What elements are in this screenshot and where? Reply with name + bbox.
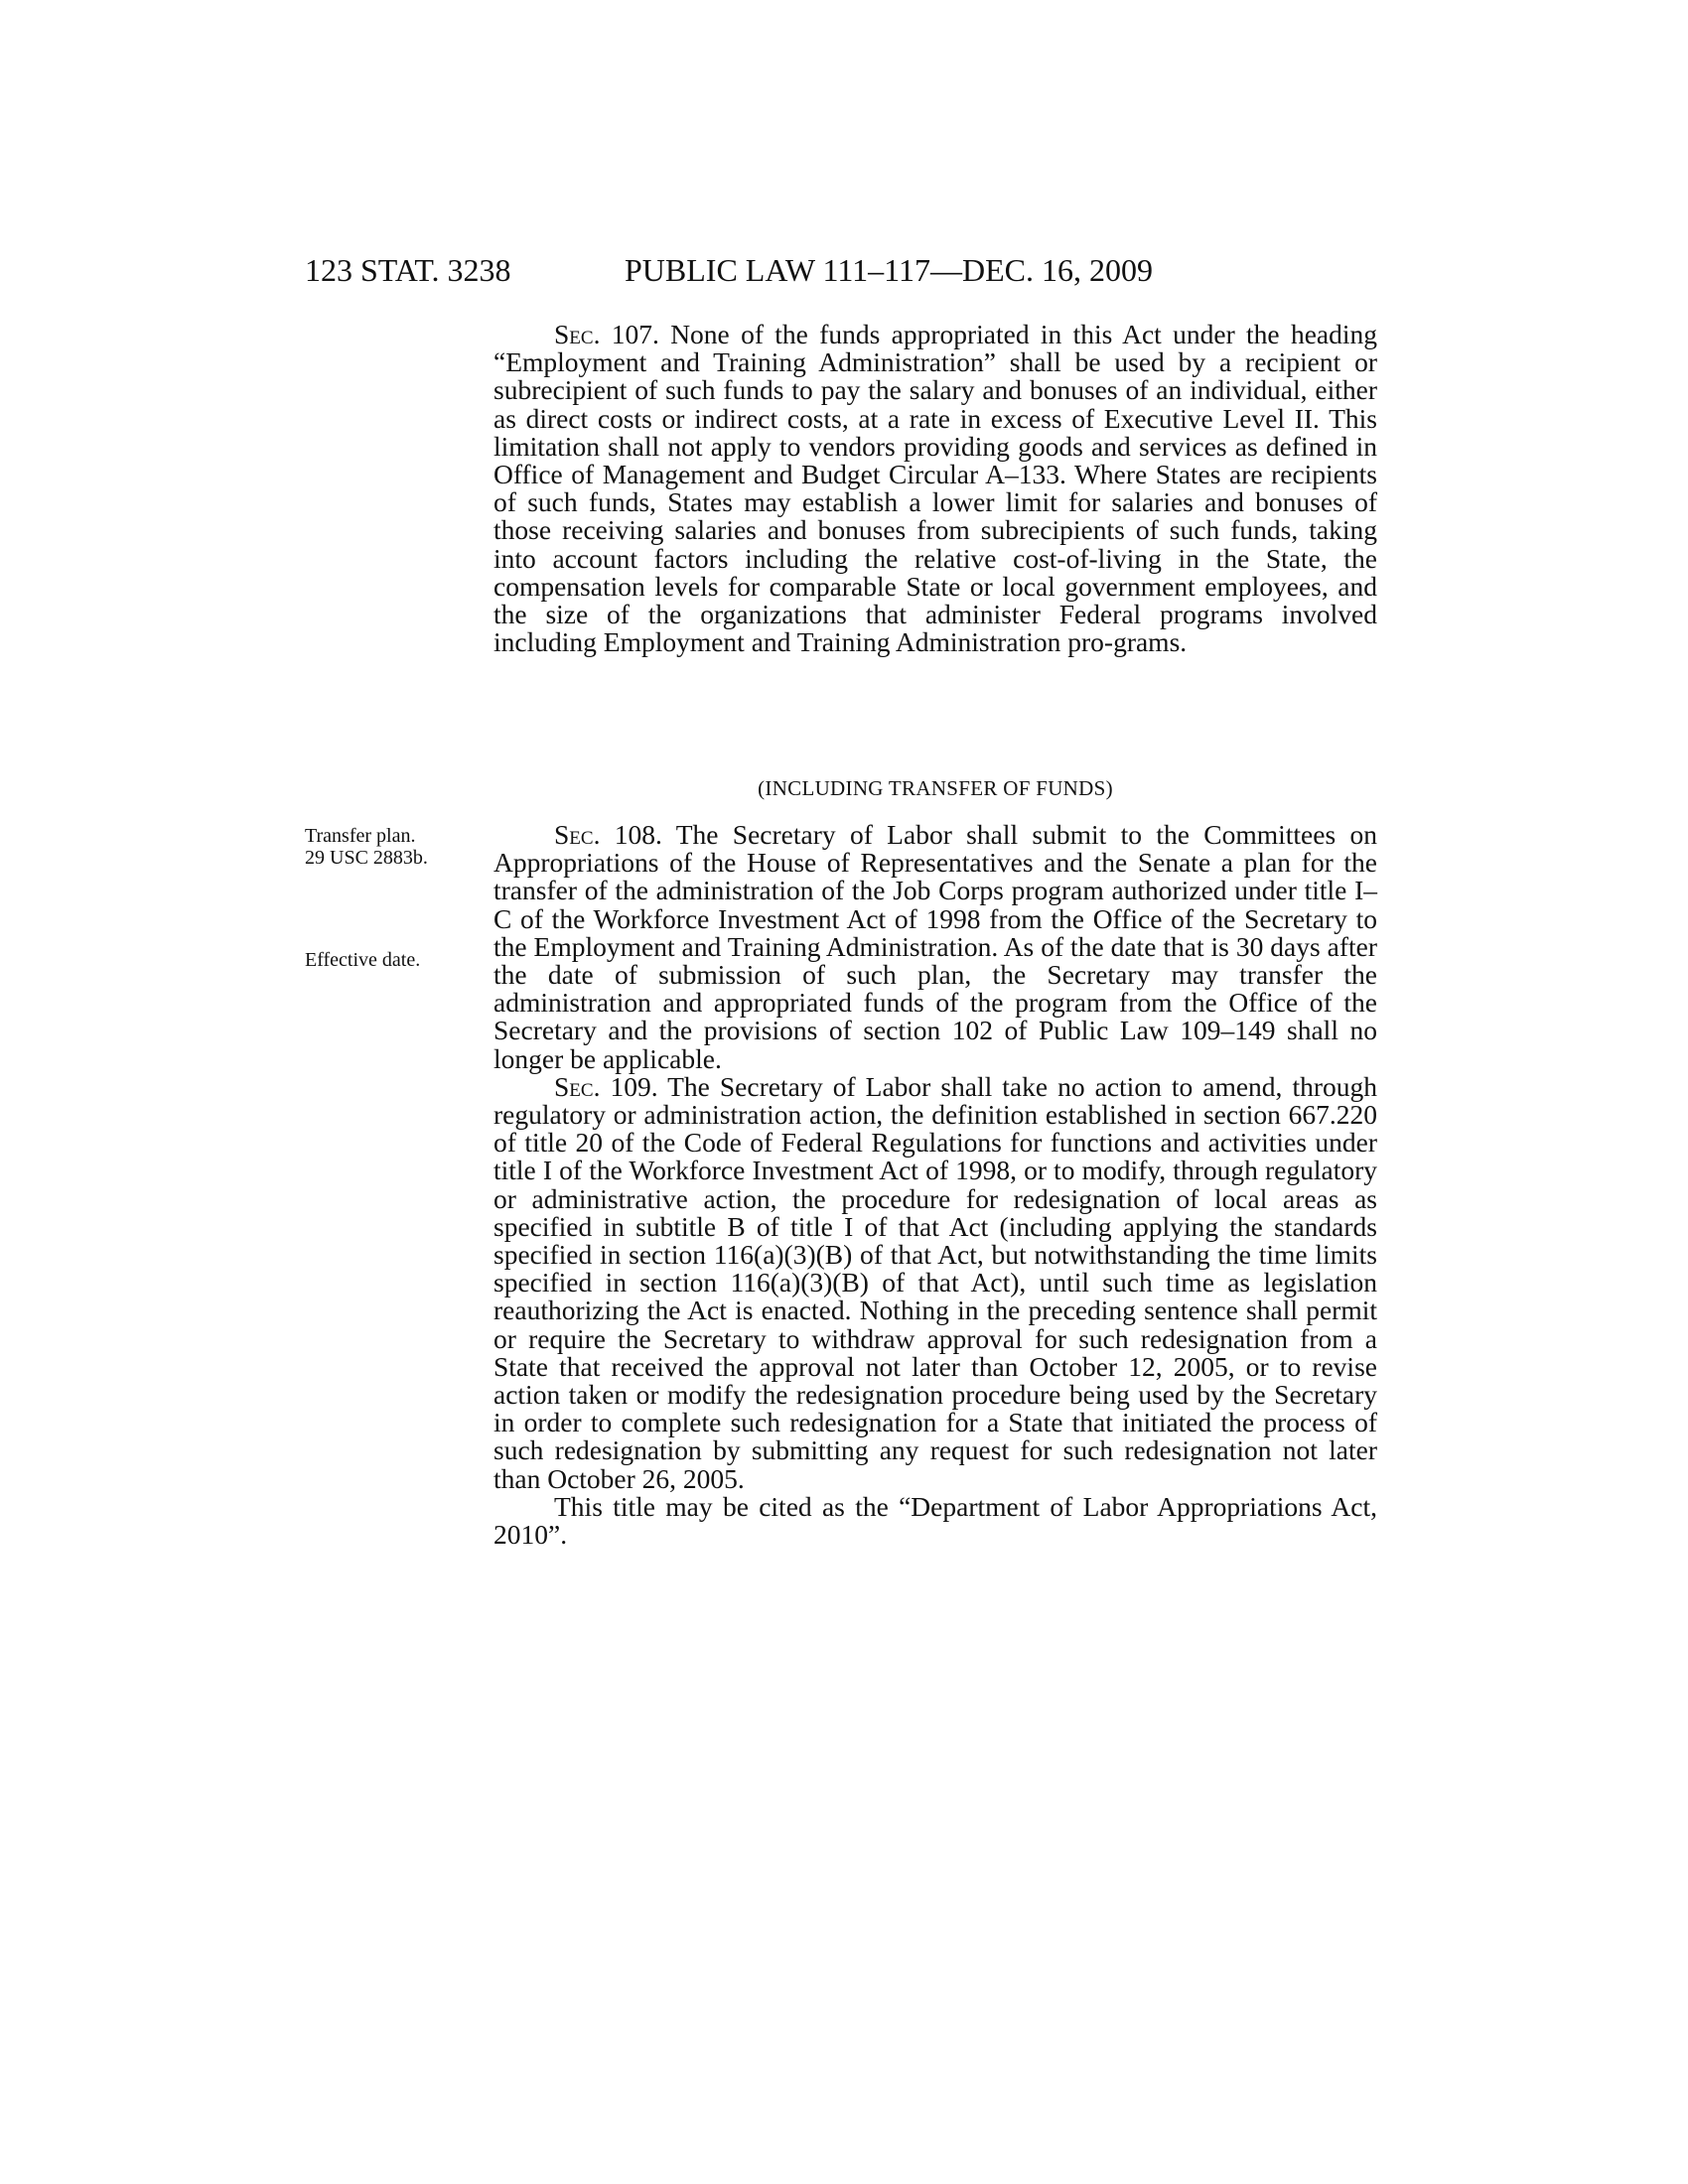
section-108-paragraph bbox=[493, 821, 1377, 1073]
section-108-text: . 108. The Secretary of Labor shall submit to the Committees on Appropriations of the House of Representatives and the Senate a plan for the transfer of the administration of the Job Corps program authorized under title I–C of the Workforce Investment Act of 1998 from the Office of the Secretary to the Employment and Training Administration. As of the date that is 30 days after the date of submission of such plan, the Secretary may transfer the administration and appropriated funds of the program from the Office of the Secretary and the provisions of section 102 of Public Law 109–149 shall no longer be applicable. bbox=[493, 819, 1377, 1074]
short-title-citation: This title may be cited as the “Department of Labor Appropriations Act, 2010”. bbox=[493, 1490, 1377, 1551]
margin-note-transfer-plan bbox=[305, 825, 474, 869]
section-label: Sec bbox=[554, 819, 594, 850]
margin-note-transfer-label: Transfer plan. bbox=[305, 825, 416, 847]
sections-108-109 bbox=[493, 821, 1377, 1549]
section-107-text: . 107. None of the funds appropriated in this Act under the heading “Employment and Training Administration” shall be used by a recipient or subrecipient of such funds to pay the salary and bonuses of an individual, either as direct costs or indirect costs, at a rate in excess of Executive Level II. This limitation shall not apply to vendors providing goods and services as defined in Office of Management and Budget Circular A–133. Where States are recipients of such funds, States may establish a lower limit for salaries and bonuses of those receiving salaries and bonuses from subrecipients of such funds, taking into account factors including the relative cost-of-living in the State, the compensation levels for comparable State or local government employees, and the size of the organizations that administer Federal programs involved including Employment and Training Administration pro-grams. bbox=[493, 319, 1377, 658]
public-law-title: PUBLIC LAW 111–117—DEC. 16, 2009 bbox=[625, 252, 1153, 288]
section-107-paragraph bbox=[493, 321, 1377, 656]
margin-note-effective-date: Effective date. bbox=[305, 949, 421, 971]
transfer-of-funds-heading: (INCLUDING TRANSFER OF FUNDS) bbox=[758, 776, 1113, 800]
margin-note-usc-reference: 29 USC 2883b. bbox=[305, 847, 428, 869]
section-109-paragraph bbox=[493, 1070, 1377, 1494]
page-header bbox=[305, 250, 1377, 290]
section-label: Sec bbox=[554, 319, 594, 349]
statute-reference: 123 STAT. 3238 bbox=[305, 252, 511, 288]
section-label: Sec bbox=[554, 1070, 594, 1102]
section-109-text: . 109. The Secretary of Labor shall take no action to amend, through regulatory or administration action, the definition established in section 667.220 of title 20 of the Code of Federal Regulations for functions and activities under title I of the Workforce Investment Act of 1998, or to modify, through regulatory or administrative action, the procedure for redesignation of local areas as specified in subtitle B of title I of that Act (including applying the standards specified in section 116(a)(3)(B) of that Act, but notwithstanding the time limits specified in section 116(a)(3)(B) of that Act), until such time as legislation reauthorizing the Act is enacted. Nothing in the preceding sentence shall permit or require the Secretary to withdraw approval for such redesignation from a State that received the approval not later than October 12, 2005, or to revise action taken or modify the redesignation procedure being used by the Secretary in order to complete such redesignation for a State that initiated the process of such redesignation by submitting any request for such redesignation not later than October 26, 2005. bbox=[493, 1070, 1377, 1494]
section-107 bbox=[493, 321, 1377, 656]
